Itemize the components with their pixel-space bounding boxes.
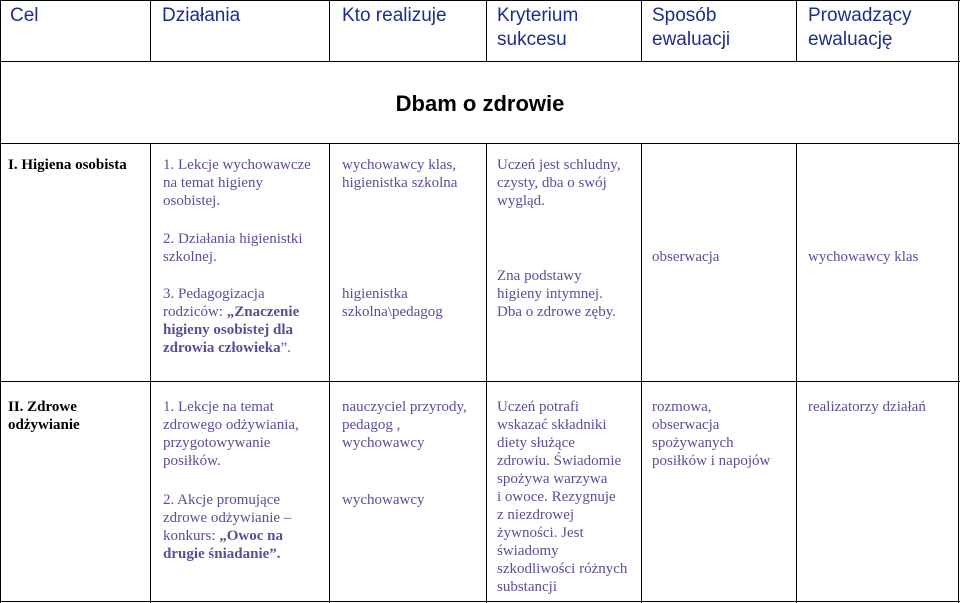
action-konkurs-bold: drugie śniadanie”. bbox=[163, 546, 281, 562]
rule-col5 bbox=[796, 0, 797, 62]
rule-bottom bbox=[0, 601, 960, 602]
criterion-2: higieny intymnej. bbox=[497, 286, 603, 302]
who-1: wychowawcy klas, bbox=[342, 157, 457, 173]
who-3: pedagog , bbox=[342, 417, 401, 433]
method-1: obserwacja bbox=[652, 249, 720, 265]
criterion-3: żywności. Jest bbox=[497, 525, 584, 541]
criterion-3: wskazać składniki bbox=[497, 417, 607, 433]
header-kryterium: Kryterium bbox=[497, 5, 579, 26]
action-konkurs: zdrowe odżywianie – bbox=[163, 510, 292, 526]
rule-col5 bbox=[796, 143, 797, 603]
rule-col1 bbox=[150, 143, 151, 603]
leader-1: wychowawcy klas bbox=[808, 249, 919, 265]
rule-col2 bbox=[329, 0, 330, 62]
action-lekcje-odzywianie: 1. Lekcje na temat bbox=[163, 399, 274, 415]
header-sposob: Sposób bbox=[652, 5, 717, 26]
action-pedagogizacja-bold: zdrowia człowieka bbox=[163, 340, 281, 356]
criterion-3: Uczeń potrafi bbox=[497, 399, 580, 415]
section-title: Dbam o zdrowie bbox=[395, 91, 565, 116]
action-lekcje-odzywianie: przygotowywanie bbox=[163, 435, 271, 451]
action-konkurs-bold: „Owoc na bbox=[219, 528, 283, 544]
criterion-3: diety służące bbox=[497, 435, 575, 451]
who-4: wychowawcy bbox=[342, 492, 425, 508]
rule-col3 bbox=[486, 0, 487, 62]
method-2: rozmowa, bbox=[652, 399, 712, 415]
who-2: higienistka bbox=[342, 286, 408, 302]
leader-2: realizatorzy działań bbox=[808, 399, 926, 415]
action-lekcje: 1. Lekcje wychowawcze bbox=[163, 157, 311, 173]
action-pedagogizacja-bold: „Znaczenie bbox=[226, 304, 300, 320]
action-konkurs bbox=[163, 527, 283, 545]
criterion-1: czysty, dba o swój bbox=[497, 175, 607, 191]
rule-col4 bbox=[641, 0, 642, 62]
method-2: obserwacja bbox=[652, 417, 720, 433]
action-higienistka: 2. Działania higienistki bbox=[163, 231, 303, 247]
criterion-3: zdrowiu. Świadomie bbox=[497, 453, 622, 469]
action-pedagogizacja bbox=[163, 303, 299, 321]
rule-title-bottom bbox=[0, 143, 960, 144]
action-pedagogizacja bbox=[163, 339, 291, 357]
criterion-1: Uczeń jest schludny, bbox=[497, 157, 621, 173]
rule-col4 bbox=[641, 143, 642, 603]
criterion-2: Zna podstawy bbox=[497, 268, 582, 284]
rule-col1 bbox=[150, 0, 151, 62]
action-lekcje-odzywianie: posiłków. bbox=[163, 453, 221, 469]
goal-odzywianie: II. Zdrowe bbox=[8, 399, 77, 415]
method-2: posiłków i napojów bbox=[652, 453, 771, 469]
rule-section1-bottom bbox=[0, 381, 960, 382]
action-pedagogizacja: 3. Pedagogizacja bbox=[163, 286, 265, 302]
rule-col2 bbox=[329, 143, 330, 603]
header-cel: Cel bbox=[10, 5, 39, 26]
header-kryterium: sukcesu bbox=[497, 29, 567, 50]
who-3: wychowawcy bbox=[342, 435, 425, 451]
criterion-3: i owoce. Rezygnuje bbox=[497, 489, 616, 505]
action-pedagogizacja-end: ”. bbox=[280, 340, 292, 356]
action-konkurs-text: konkurs: bbox=[163, 528, 220, 544]
who-1: higienistka szkolna bbox=[342, 175, 458, 191]
criterion-2: Dba o zdrowe zęby. bbox=[497, 304, 616, 320]
rule-col3 bbox=[486, 143, 487, 603]
criterion-3: spożywa warzywa bbox=[497, 471, 608, 487]
who-2: szkolna\pedagog bbox=[342, 304, 443, 320]
action-lekcje-odzywianie: zdrowego odżywiania, bbox=[163, 417, 299, 433]
action-pedagogizacja-text: rodziców: bbox=[163, 304, 227, 320]
who-3: nauczyciel przyrody, bbox=[342, 399, 467, 415]
action-pedagogizacja-bold: higieny osobistej dla bbox=[163, 322, 294, 338]
header-sposob: ewaluacji bbox=[652, 29, 731, 50]
action-higienistka: szkolnej. bbox=[163, 249, 217, 265]
method-2: spożywanych bbox=[652, 435, 734, 451]
criterion-3: substancji bbox=[497, 579, 557, 595]
header-kto: Kto realizuje bbox=[342, 5, 447, 26]
rule-header-bottom bbox=[0, 61, 960, 62]
header-prowadzacy: ewaluację bbox=[808, 29, 893, 50]
criterion-1: wygląd. bbox=[497, 193, 545, 209]
criterion-3: szkodliwości różnych bbox=[497, 561, 628, 577]
action-lekcje: na temat higieny bbox=[163, 175, 263, 191]
goal-higiena: I. Higiena osobista bbox=[8, 157, 127, 173]
goal-odzywianie: odżywianie bbox=[8, 417, 80, 433]
action-konkurs: 2. Akcje promujące bbox=[163, 492, 281, 508]
header-dzialania: Działania bbox=[162, 5, 241, 26]
header-prowadzacy: Prowadzący bbox=[808, 5, 912, 26]
criterion-3: z niezdrowej bbox=[497, 507, 575, 523]
criterion-3: świadomy bbox=[497, 543, 559, 559]
action-lekcje: osobistej. bbox=[163, 193, 221, 209]
rule-top bbox=[0, 0, 960, 1]
